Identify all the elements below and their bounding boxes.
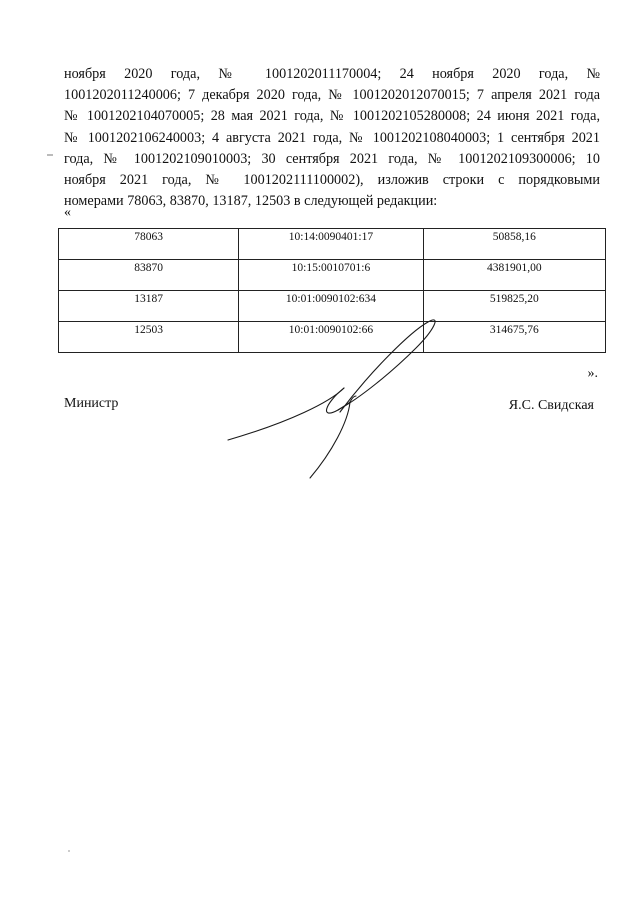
paragraph-line: № 1001202104070005; 28 мая 2021 года, № 1001202105280008; 24 июня 2021 года, (64, 108, 600, 125)
paragraph-line: 1001202011240006; 7 декабря 2020 года, № 1001202012070015; 7 апреля 2021 года (64, 87, 600, 104)
scan-speck (68, 850, 70, 852)
paragraph-line: ноября 2020 года, № 1001202011170004; 24 ноября 2020 года, № (64, 66, 600, 82)
cadastral-value-cell: 50858,16 (423, 229, 605, 260)
table-row (59, 260, 606, 291)
paragraph-line: ноября 2021 года, № 1001202111100002), изложив строки с порядковыми (64, 172, 600, 189)
cadastral-number-cell: 10:01:0090102:66 (239, 322, 423, 353)
signatory-title: Министр (64, 396, 119, 411)
paragraph-line: номерами 78063, 83870, 13187, 12503 в следующей редакции: (64, 193, 438, 210)
cadastral-value-cell: 314675,76 (423, 322, 605, 353)
handwritten-signature (220, 312, 450, 482)
paragraph-line: № 1001202106240003; 4 августа 2021 года, № 1001202108040003; 1 сентября 2021 (64, 129, 600, 146)
row-number-cell: 83870 (59, 260, 239, 291)
body-paragraph (64, 64, 600, 212)
table-row (59, 229, 606, 260)
cadastral-value-cell: 519825,20 (423, 291, 605, 322)
paragraph-line: года, № 1001202109010003; 30 сентября 2021 года, № 1001202109300006; 10 (64, 150, 600, 167)
row-number-cell: 13187 (59, 291, 239, 322)
signatory-name: Я.С. Свидская (508, 398, 594, 413)
row-number-cell: 78063 (59, 229, 239, 260)
cadastral-number-cell: 10:15:0010701:6 (239, 260, 423, 291)
cadastral-value-cell: 4381901,00 (423, 260, 605, 291)
closing-quote: ». (587, 366, 598, 381)
cadastral-number-cell: 10:01:0090102:634 (239, 291, 423, 322)
row-number-cell: 12503 (59, 322, 239, 353)
cadastral-number-cell: 10:14:0090401:17 (239, 229, 423, 260)
margin-mark (47, 154, 53, 156)
opening-quote: « (64, 205, 71, 220)
